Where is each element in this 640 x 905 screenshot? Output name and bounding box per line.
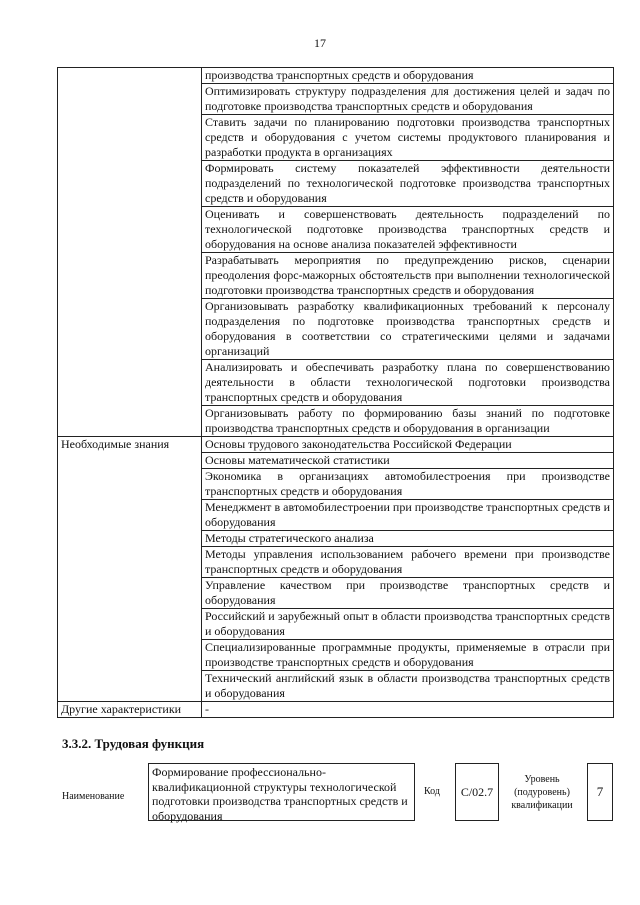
knowledge-label: Необходимые знания xyxy=(58,437,202,702)
labor-actions-label-cell xyxy=(58,68,202,437)
table-cell: Оптимизировать структуру подразделения для достижения целей и задач по подготовке производства транспортных средств и оборудования xyxy=(202,84,614,115)
table-cell: Методы управления использованием рабочего времени при производстве транспортных средств и оборудования xyxy=(202,547,614,578)
table-cell: Ставить задачи по планированию подготовки производства транспортных средств и оборудования с учетом системы продуктового планирования и разработки продукта в организациях xyxy=(202,115,614,161)
table-cell: производства транспортных средств и оборудования xyxy=(202,68,614,84)
table-cell: Формировать систему показателей эффективности деятельности подразделений по технологической подготовке производства транспортных средств и оборудования xyxy=(202,161,614,207)
table-cell: Специализированные программные продукты, применяемые в отрасли при производстве транспортных средств и оборудования xyxy=(202,640,614,671)
table-cell: Российский и зарубежный опыт в области производства транспортных средств и оборудования xyxy=(202,609,614,640)
table-row xyxy=(58,702,614,718)
name-label: Наименование xyxy=(62,791,125,802)
table-cell: Основы трудового законодательства Российской Федерации xyxy=(202,437,614,453)
table-cell: Экономика в организациях автомобилестроения при производстве транспортных средств и оборудования xyxy=(202,469,614,500)
table-cell: Оценивать и совершенствовать деятельность подразделений по технологической подготовке производства транспортных средств и оборудования на основе анализа показателей эффективности xyxy=(202,207,614,253)
table-cell: Основы математической статистики xyxy=(202,453,614,469)
table-cell: Организовывать работу по формированию базы знаний по подготовке производства транспортных средств и оборудования в организации xyxy=(202,406,614,437)
other-characteristics-value: - xyxy=(202,702,614,718)
page-number: 17 xyxy=(314,36,326,50)
table-cell: Технический английский язык в области производства транспортных средств и оборудования xyxy=(202,671,614,702)
code-label: Код xyxy=(424,786,440,797)
qualification-level-value: 7 xyxy=(587,763,613,821)
table-cell: Управление качеством при производстве транспортных средств и оборудования xyxy=(202,578,614,609)
table-cell: Методы стратегического анализа xyxy=(202,531,614,547)
other-characteristics-label: Другие характеристики xyxy=(58,702,202,718)
name-value: Формирование профессионально-квалификационной структуры технологической подготовки производства транспортных средств и оборудования xyxy=(148,763,415,821)
code-value: C/02.7 xyxy=(455,763,499,821)
table-row xyxy=(58,437,614,453)
labor-function-table xyxy=(57,67,614,718)
table-cell: Анализировать и обеспечивать разработку плана по совершенствованию деятельности в области технологической подготовки производства транспортных средств и оборудования xyxy=(202,360,614,406)
table-cell: Организовывать разработку квалификационных требований к персоналу подразделения по подготовке производства транспортных средств и оборудования в соответствии со стратегическими целями и задачами организаций xyxy=(202,299,614,360)
table-cell: Менеджмент в автомобилестроении при производстве транспортных средств и оборудования xyxy=(202,500,614,531)
section-heading: 3.3.2. Трудовая функция xyxy=(62,736,205,751)
qualification-level-label: Уровень (подуровень) квалификации xyxy=(511,774,573,811)
table-cell: Разрабатывать мероприятия по предупреждению рисков, сценарии преодоления форс-мажорных обстоятельств при выполнении технологической подготовки производства транспортных средств и оборудования xyxy=(202,253,614,299)
table-row xyxy=(58,68,614,84)
